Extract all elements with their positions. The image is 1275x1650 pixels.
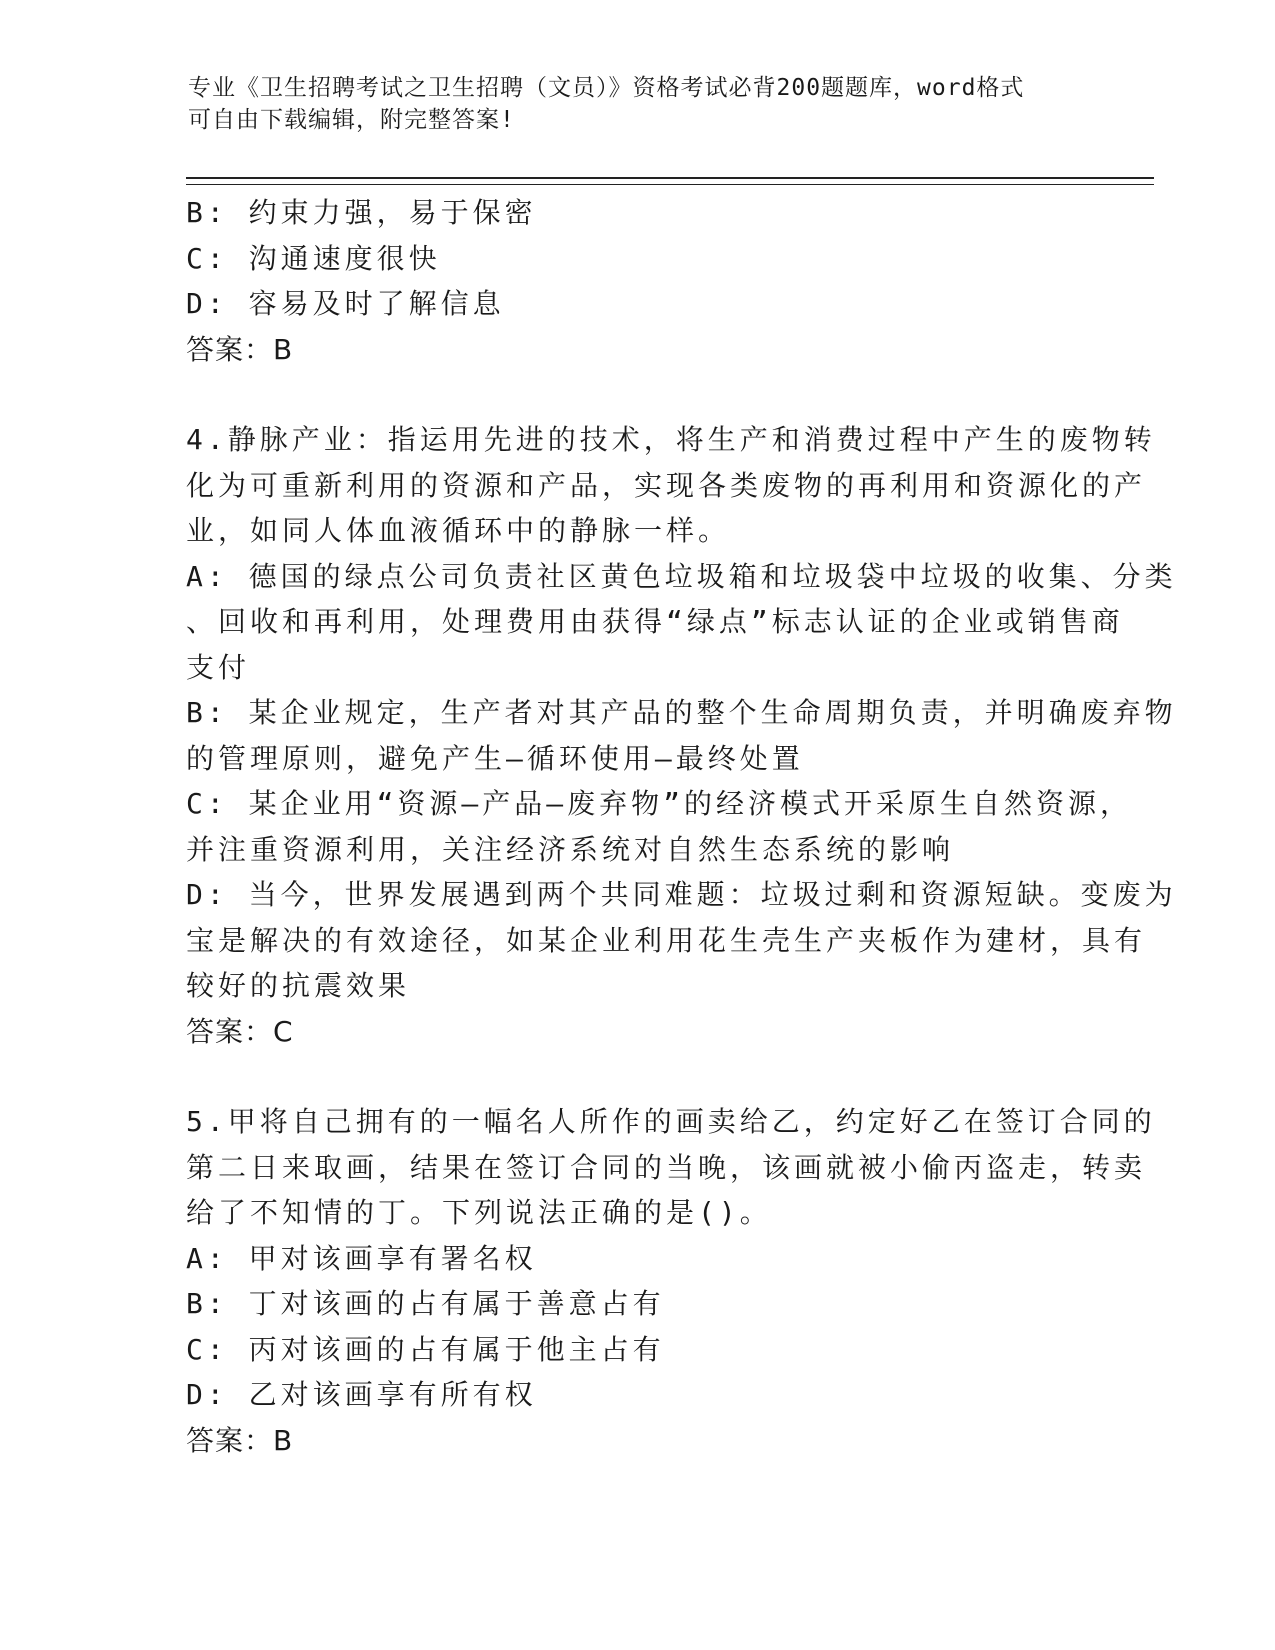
header-divider (186, 177, 1154, 185)
q5-option-d: D: 乙对该画享有所有权 (186, 1378, 537, 1411)
q4-option-a-line-3: 支付 (186, 650, 251, 684)
q5-stem-line-3: 给了不知情的丁。下列说法正确的是()。 (186, 1196, 772, 1229)
q3-answer: 答案：B (186, 332, 294, 366)
q4-answer: 答案：C (186, 1014, 294, 1048)
question-3 (186, 190, 1086, 372)
question-spacer (186, 1054, 1086, 1099)
document-body (186, 190, 1177, 1463)
header-title-line-2: 可自由下载编辑，附完整答案! (188, 107, 515, 133)
q5-stem-line-2: 第二日来取画，结果在签订合同的当晚，该画就被小偷丙盗走，转卖 (186, 1150, 1147, 1184)
q4-stem-line-3: 业，如同人体血液循环中的静脉一样。 (186, 514, 731, 547)
question-spacer (186, 372, 1086, 417)
q4-option-b-line-2: 的管理原则，避免产生—循环使用—最终处置 (186, 741, 804, 775)
q3-option-d: D: 容易及时了解信息 (186, 287, 505, 320)
q4-option-a-line-1: A: 德国的绿点公司负责社区黄色垃圾箱和垃圾袋中垃圾的收集、分类 (186, 559, 1177, 593)
q4-stem-line-1: 4.静脉产业：指运用先进的技术，将生产和消费过程中产生的废物转 (186, 423, 1156, 456)
q4-stem-line-2: 化为可重新利用的资源和产品，实现各类废物的再利用和资源化的产 (186, 468, 1147, 502)
q4-option-d-line-3: 较好的抗震效果 (186, 969, 411, 1002)
header-title-line-1: 专业《卫生招聘考试之卫生招聘（文员）》资格考试必背200题题库，word格式 (188, 75, 1025, 101)
q5-stem-line-1: 5.甲将自己拥有的一幅名人所作的画卖给乙，约定好乙在签订合同的 (186, 1105, 1156, 1138)
q4-option-b-line-1: B: 某企业规定，生产者对其产品的整个生命周期负责，并明确废弃物 (186, 696, 1177, 729)
q4-option-c-line-2: 并注重资源利用，关注经济系统对自然生态系统的影响 (186, 832, 955, 866)
q5-option-b: B: 丁对该画的占有属于善意占有 (186, 1287, 665, 1320)
question-4 (186, 417, 1177, 1054)
q5-option-a: A: 甲对该画享有署名权 (186, 1241, 537, 1275)
q4-option-c-line-1: C: 某企业用“资源—产品—废弃物”的经济模式开采原生自然资源， (186, 787, 1133, 820)
q4-option-d-line-1: D: 当今，世界发展遇到两个共同难题：垃圾过剩和资源短缺。变废为 (186, 878, 1177, 911)
q3-option-c: C: 沟通速度很快 (186, 241, 441, 275)
q5-option-c: C: 丙对该画的占有属于他主占有 (186, 1332, 665, 1366)
q5-answer: 答案：B (186, 1423, 294, 1457)
q4-option-d-line-2: 宝是解决的有效途径，如某企业利用花生壳生产夹板作为建材，具有 (186, 923, 1147, 957)
document-header (188, 72, 1068, 136)
q4-option-a-line-2: 、回收和再利用，处理费用由获得“绿点”标志认证的企业或销售商 (186, 605, 1124, 638)
q3-option-b: B: 约束力强，易于保密 (186, 196, 537, 229)
question-5 (186, 1099, 1156, 1463)
